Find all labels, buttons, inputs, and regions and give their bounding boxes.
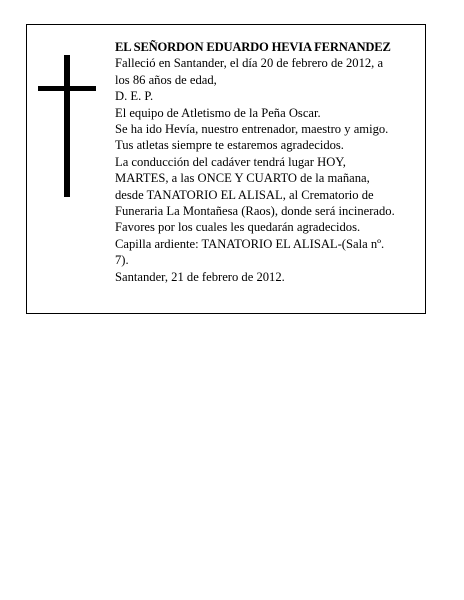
notice-line-procession: La conducción del cadáver tendrá lugar HOY, <box>115 154 346 169</box>
deceased-name-heading: EL SEÑORDON EDUARDO HEVIA FERNANDEZ <box>115 40 391 54</box>
notice-line-athletes: Tus atletas siempre te estaremos agradecidos. <box>115 138 344 153</box>
notice-line-rip: D. E. P. <box>115 89 154 104</box>
notice-line-thanks: Favores por los cuales les quedarán agradecidos. <box>115 220 361 235</box>
notice-text <box>115 39 421 285</box>
notice-line-team: El equipo de Atletismo de la Peña Oscar. <box>115 105 321 120</box>
obituary-notice <box>26 24 426 314</box>
cross-horizontal-bar <box>38 86 96 91</box>
notice-line-chapel: Capilla ardiente: TANATORIO EL ALISAL-(Sala nº. <box>115 236 385 251</box>
notice-line-age: los 86 años de edad, <box>115 72 217 87</box>
notice-line-origin: desde TANATORIO EL ALISAL, al Crematorio de <box>115 187 374 202</box>
notice-line-date: Santander, 21 de febrero de 2012. <box>115 269 285 284</box>
cross-icon <box>38 55 98 197</box>
notice-line-time: MARTES, a las ONCE Y CUARTO de la mañana, <box>115 171 370 186</box>
notice-line-death: Falleció en Santander, el día 20 de febrero de 2012, a <box>115 56 384 71</box>
notice-line-crematorium: Funeraria La Montañesa (Raos), donde será incinerado. <box>115 204 395 219</box>
cross-vertical-bar <box>64 55 70 197</box>
notice-line-tribute: Se ha ido Hevía, nuestro entrenador, maestro y amigo. <box>115 122 389 137</box>
notice-line-chapel-room: 7). <box>115 253 129 268</box>
